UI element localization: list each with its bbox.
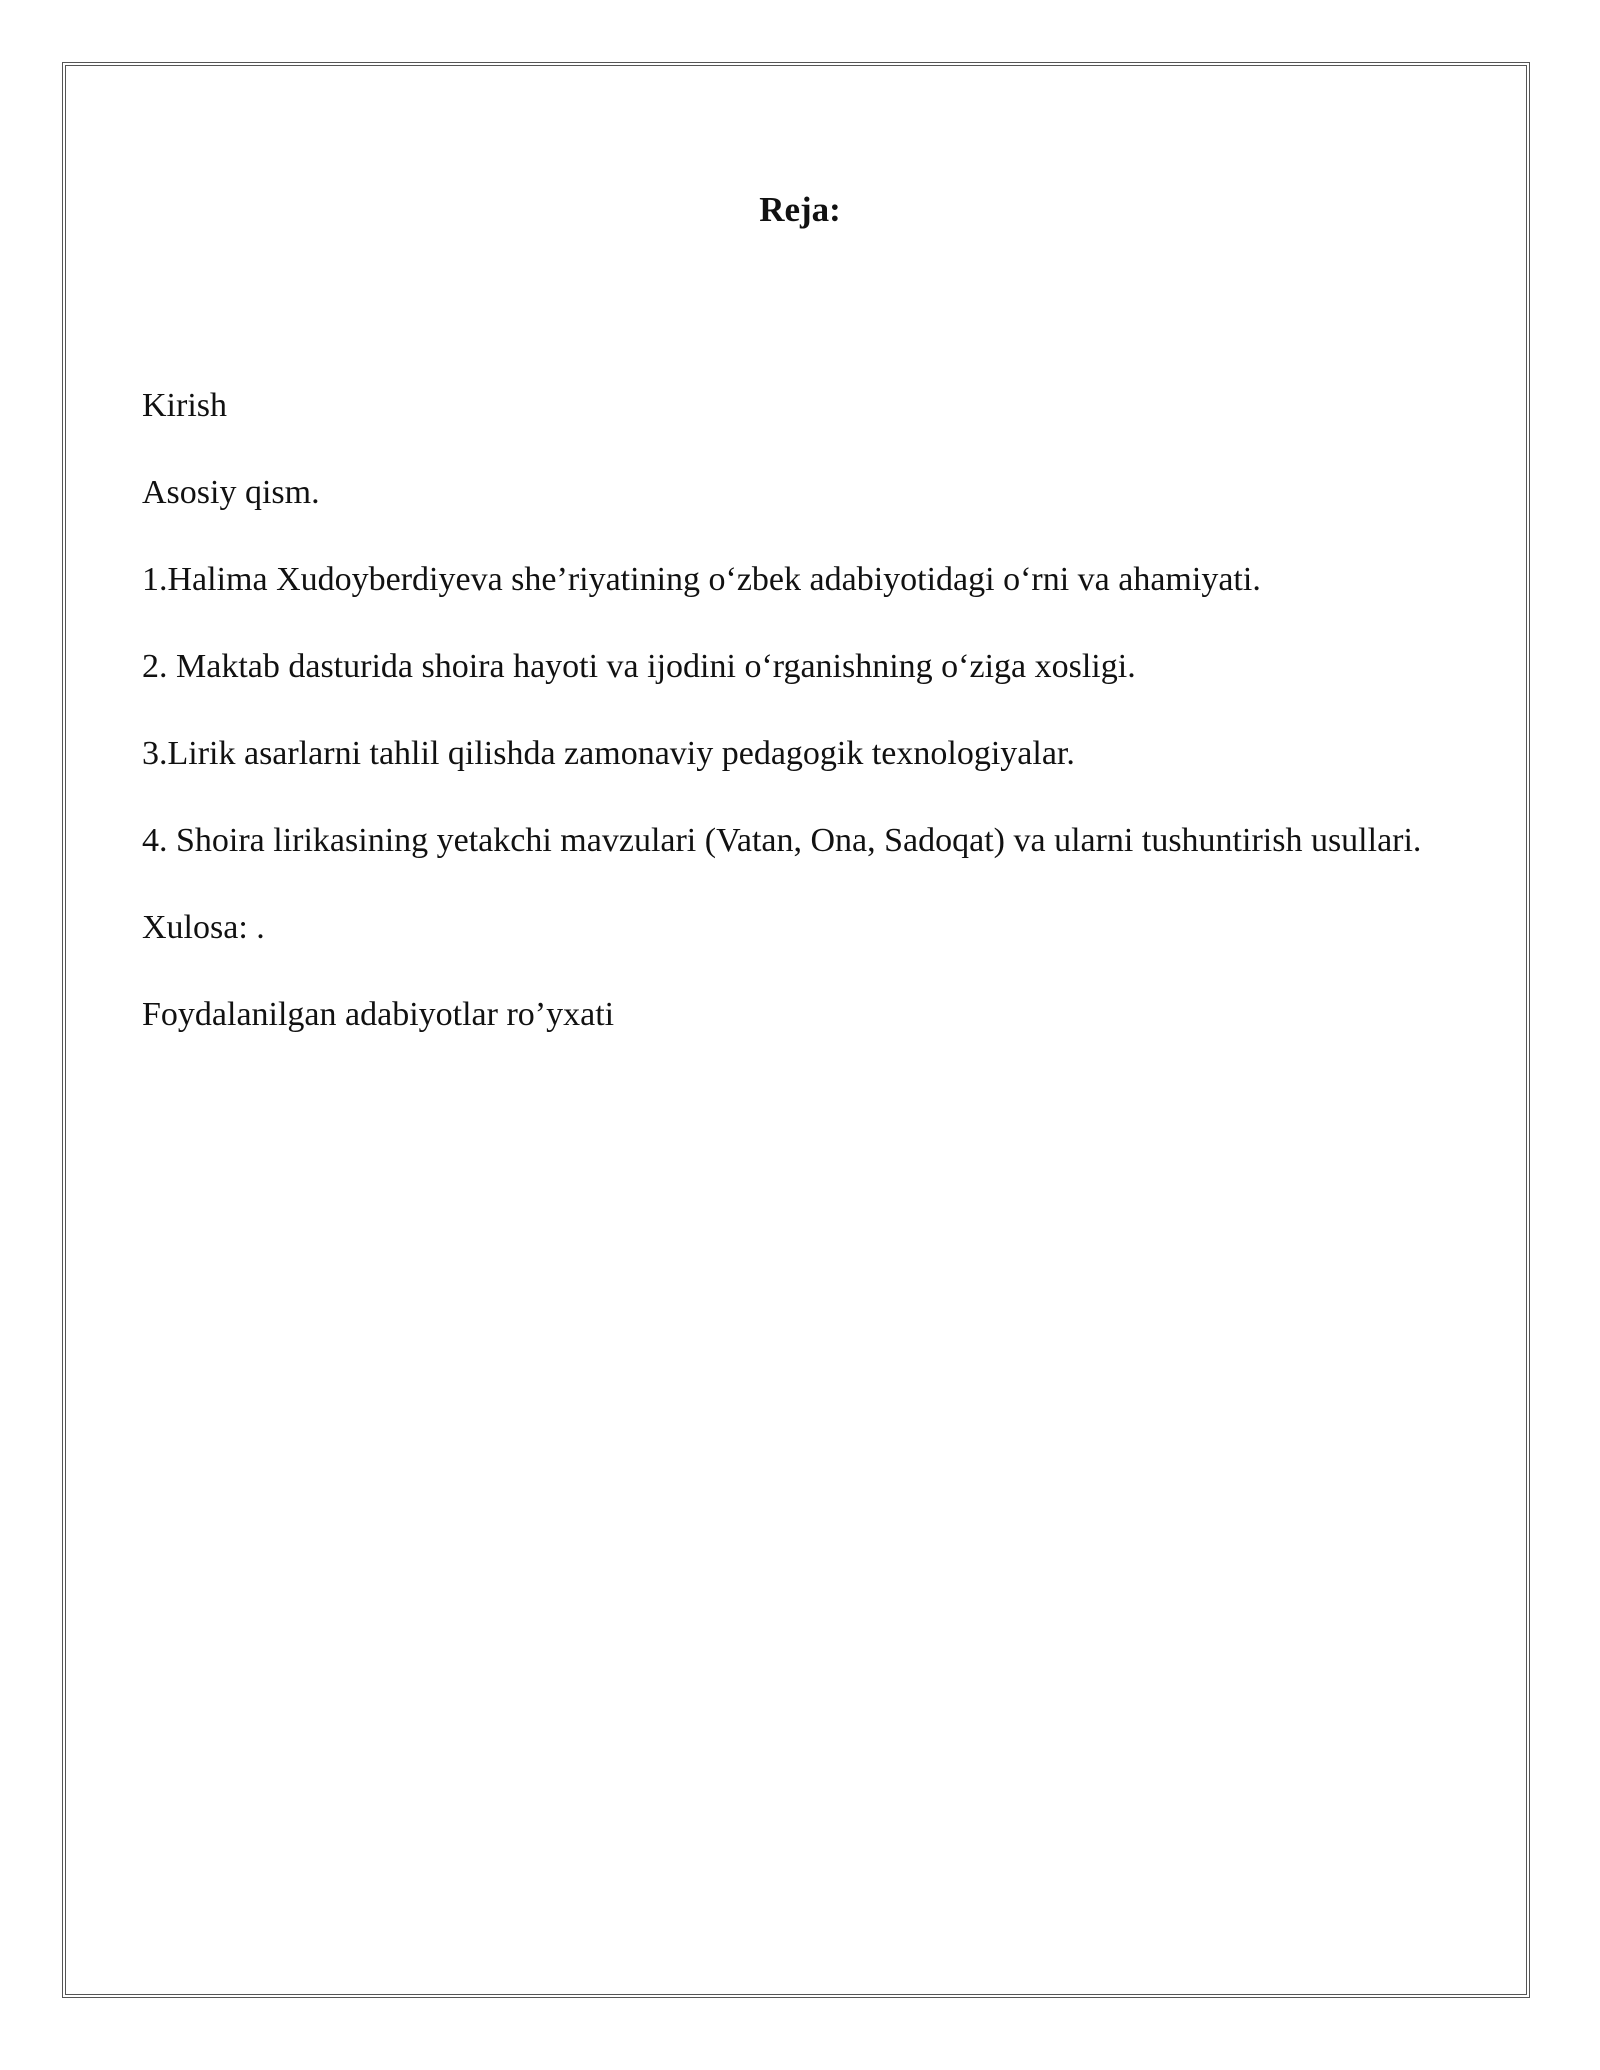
plan-item-references: Foydalanilgan adabiyotlar ro’yxati [142, 996, 615, 1033]
plan-item-conclusion: Xulosa: . [142, 909, 265, 946]
page-title: Reja: [759, 190, 841, 229]
plan-item-2: 2. Maktab dasturida shoira hayoti va ijodini o‘rganishning o‘ziga xosligi. [142, 648, 1136, 685]
plan-item-4: 4. Shoira lirikasining yetakchi mavzulari (Vatan, Ona, Sadoqat) va ularni tushuntirish usullari. [142, 822, 1422, 859]
plan-item-1: 1.Halima Xudoyberdiyeva she’riyatining o‘zbek adabiyotidagi o‘rni va ahamiyati. [142, 561, 1261, 598]
plan-item-3: 3.Lirik asarlarni tahlil qilishda zamonaviy pedagogik texnologiyalar. [142, 735, 1075, 772]
plan-item-main-part: Asosiy qism. [142, 474, 320, 511]
plan-list [142, 375, 1442, 1071]
plan-item-introduction: Kirish [142, 387, 227, 424]
